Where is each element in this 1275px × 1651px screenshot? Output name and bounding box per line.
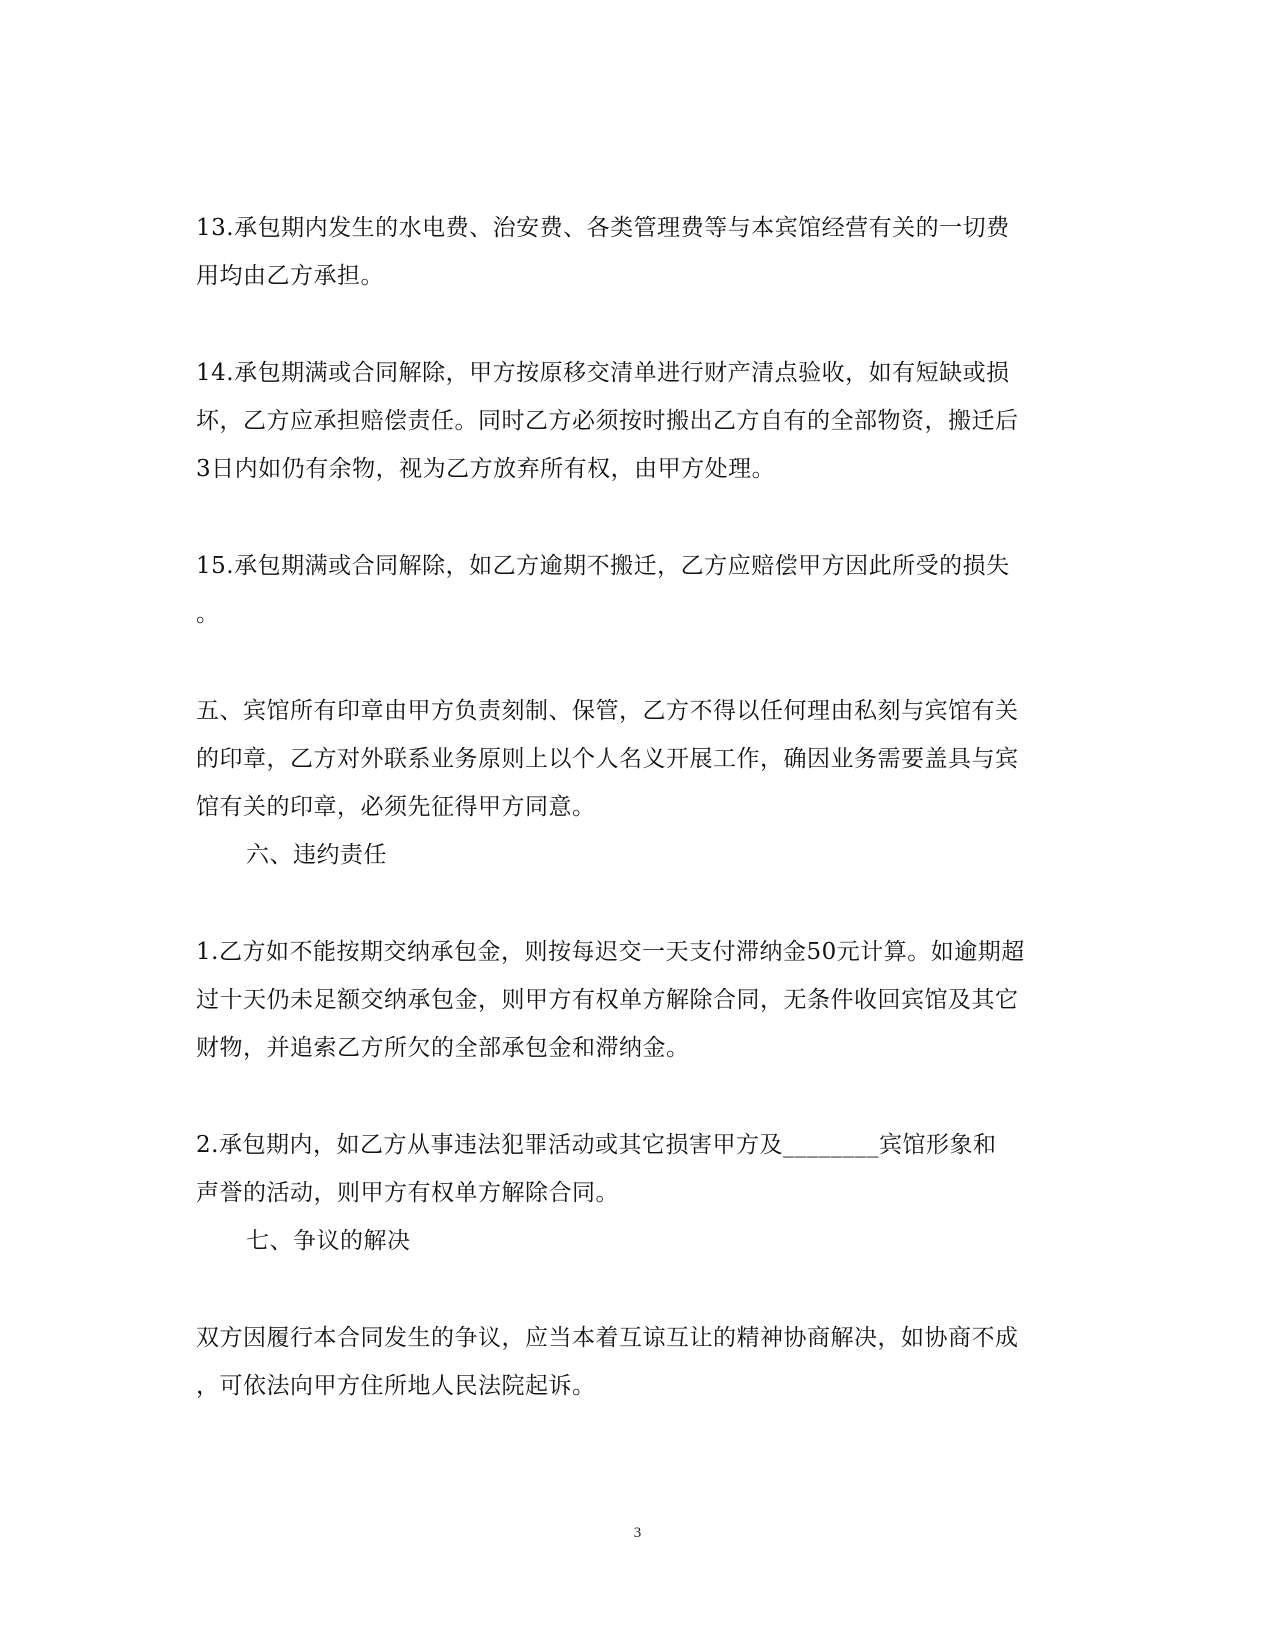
text-line: 15.承包期满或合同解除，如乙方逾期不搬迁，乙方应赔偿甲方因此所受的损失 <box>196 553 1010 579</box>
text-line: 财物，并追索乙方所欠的全部承包金和滞纳金。 <box>196 1035 690 1061</box>
page-number: 3 <box>633 1525 642 1541</box>
section-5 <box>196 687 1076 831</box>
text-line: 2.承包期内，如乙方从事违法犯罪活动或其它损害甲方及________宾馆形象和 <box>196 1132 997 1158</box>
text-line: 五、宾馆所有印章由甲方负责刻制、保管，乙方不得以任何理由私刻与宾馆有关 <box>196 698 1019 724</box>
breach-clause-2 <box>196 1121 1076 1217</box>
document-body <box>196 204 1076 1410</box>
text-line: 。 <box>196 601 220 627</box>
section-heading-breach: 六、违约责任 <box>246 842 387 868</box>
text-line: 声誉的活动，则甲方有权单方解除合同。 <box>196 1180 619 1206</box>
clause-13 <box>196 204 1076 300</box>
text-line: 1.乙方如不能按期交纳承包金，则按每迟交一天支付滞纳金50元计算。如逾期超 <box>196 939 1025 965</box>
clause-15 <box>196 542 1076 638</box>
text-line: 的印章，乙方对外联系业务原则上以个人名义开展工作，确因业务需要盖具与宾 <box>196 746 1019 772</box>
text-line: 双方因履行本合同发生的争议，应当本着互谅互让的精神协商解决，如协商不成 <box>196 1325 1019 1351</box>
section-heading-dispute: 七、争议的解决 <box>246 1228 411 1254</box>
text-line: 用均由乙方承担。 <box>196 263 384 289</box>
clause-14 <box>196 349 1076 493</box>
text-line: 14.承包期满或合同解除，甲方按原移交清单进行财产清点验收，如有短缺或损 <box>196 360 1010 386</box>
text-line: ，可依法向甲方住所地人民法院起诉。 <box>196 1373 596 1399</box>
text-line: 过十天仍未足额交纳承包金，则甲方有权单方解除合同，无条件收回宾馆及其它 <box>196 987 1019 1013</box>
text-line: 3日内如仍有余物，视为乙方放弃所有权，由甲方处理。 <box>196 456 776 482</box>
text-line: 馆有关的印章，必须先征得甲方同意。 <box>196 794 596 820</box>
breach-clause-1 <box>196 928 1076 1072</box>
text-line: 13.承包期内发生的水电费、治安费、各类管理费等与本宾馆经营有关的一切费 <box>196 215 1010 241</box>
dispute-clause <box>196 1314 1076 1410</box>
text-line: 坏，乙方应承担赔偿责任。同时乙方必须按时搬出乙方自有的全部物资，搬迁后 <box>196 408 1019 434</box>
